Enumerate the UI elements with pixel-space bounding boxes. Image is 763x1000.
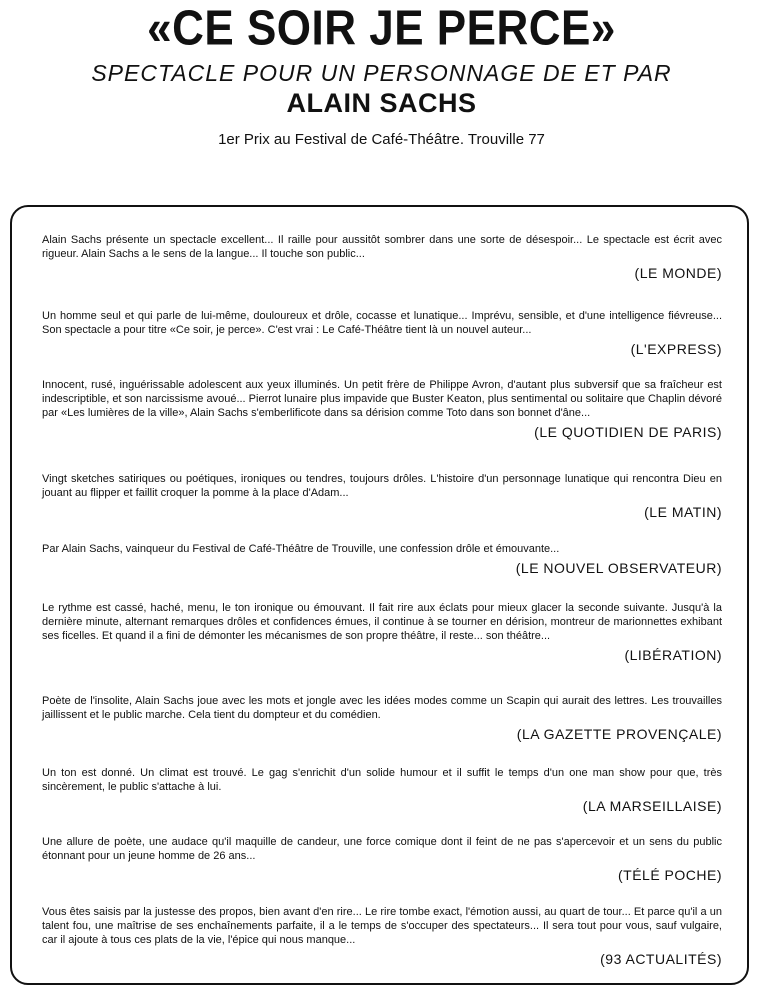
author-name: ALAIN SACHS	[286, 88, 477, 118]
review-source: (LA MARSEILLAISE)	[582, 798, 722, 814]
review-quote: Alain Sachs présente un spectacle excellent... Il raille pour aussitôt sombrer dans une sorte de désespoir... Le spectacle est écrit avec rigueur. Alain Sachs a le sens de la langue... Il touche son public...	[42, 234, 722, 260]
review-la-gazette-provencale	[42, 694, 722, 742]
review-le-matin	[42, 472, 722, 520]
review-source: (93 ACTUALITÉS)	[600, 951, 722, 967]
review-quote: Le rythme est cassé, haché, menu, le ton ironique ou émouvant. Il fait rire aux éclats pour mieux glacer la seconde suivante. Jusqu'à la dernière minute, alternant remarques drôles et confidences émues, il continue à se tourner en dérision, montreur de marionnettes exhibant ses ficelles. Et quand il a fini de démonter les mécanismes de son propre théâtre, il reste... son théâtre...	[42, 602, 722, 642]
review-source: (LE QUOTIDIEN DE PARIS)	[534, 424, 722, 440]
review-source: (L'EXPRESS)	[630, 341, 722, 357]
review-liberation	[42, 601, 722, 663]
review-le-quotidien-de-paris	[42, 378, 722, 440]
prize-line: 1er Prix au Festival de Café-Théâtre. Trouville 77	[218, 131, 545, 148]
review-source: (LA GAZETTE PROVENÇALE)	[516, 726, 722, 742]
review-source: (LIBÉRATION)	[624, 647, 722, 663]
review-quote: Une allure de poète, une audace qu'il maquille de candeur, une force comique dont il feint de ne pas s'apercevoir et un sens du public étonnant pour un jeune homme de 26 ans...	[42, 836, 722, 862]
review-source: (LE MATIN)	[644, 504, 722, 520]
review-quote: Vingt sketches satiriques ou poétiques, ironiques ou tendres, toujours drôles. L'histoire d'un personnage lunatique qui rencontra Dieu en jouant au flipper et faillit croquer la pomme à la place d'Adam...	[42, 473, 722, 499]
review-quote: Vous êtes saisis par la justesse des propos, bien avant d'en rire... Le rire tombe exact, l'émotion aussi, au quart de tour... Et parce qu'il a un talent fou, une maîtrise de ses enchaînements parfaite, il a le temps de s'occuper des spectateurs... Il sera tout pour vous, sauf vulgaire, car il ajoute à tous ces plats de la vie, l'épice qui nous manque...	[42, 906, 722, 946]
review-source: (LE NOUVEL OBSERVATEUR)	[515, 560, 722, 576]
review-source: (TÉLÉ POCHE)	[617, 867, 722, 883]
review-quote: Un homme seul et qui parle de lui-même, douloureux et drôle, cocasse et lunatique... Imprévu, sensible, et d'une intelligence fiévreuse... Son spectacle a pour titre «Ce soir, je perce». C'est vrai : Le Café-Théâtre tient là un nouvel auteur...	[42, 310, 722, 336]
review-la-marseillaise	[42, 766, 722, 814]
page-subtitle: SPECTACLE POUR UN PERSONNAGE DE ET PAR	[91, 60, 672, 86]
review-l-express	[42, 309, 722, 357]
page-title: «CE SOIR JE PERCE»	[147, 1, 616, 56]
review-quote: Poète de l'insolite, Alain Sachs joue avec les mots et jongle avec les idées modes comme un Scapin qui aurait des lettres. Les trouvailles jaillissent et le public marche. Cela tient du dompteur et du comédien.	[42, 695, 722, 721]
review-source: (LE MONDE)	[634, 265, 722, 281]
review-tele-poche	[42, 835, 722, 883]
review-93-actualites	[42, 905, 722, 967]
review-le-monde	[42, 233, 722, 281]
review-quote: Innocent, rusé, inguérissable adolescent aux yeux illuminés. Un petit frère de Philippe Avron, d'autant plus subversif que sa fraîcheur est indescriptible, et son narcissisme avoué... Pierrot lunaire plus impavide que Buster Keaton, plus sentimental ou solitaire que Chaplin dévoré par «Les lumières de la ville», Alain Sachs s'emberlificote dans sa dérision comme Toto dans son bonnet d'âne...	[42, 379, 722, 419]
review-quote: Par Alain Sachs, vainqueur du Festival de Café-Théâtre de Trouville, une confession drôle et émouvante...	[42, 543, 560, 555]
review-le-nouvel-observateur	[42, 542, 722, 576]
review-quote: Un ton est donné. Un climat est trouvé. Le gag s'enrichit d'un solide humour et il suffit le temps d'un one man show pour que, très sincèrement, le public s'attache à lui.	[42, 767, 722, 793]
